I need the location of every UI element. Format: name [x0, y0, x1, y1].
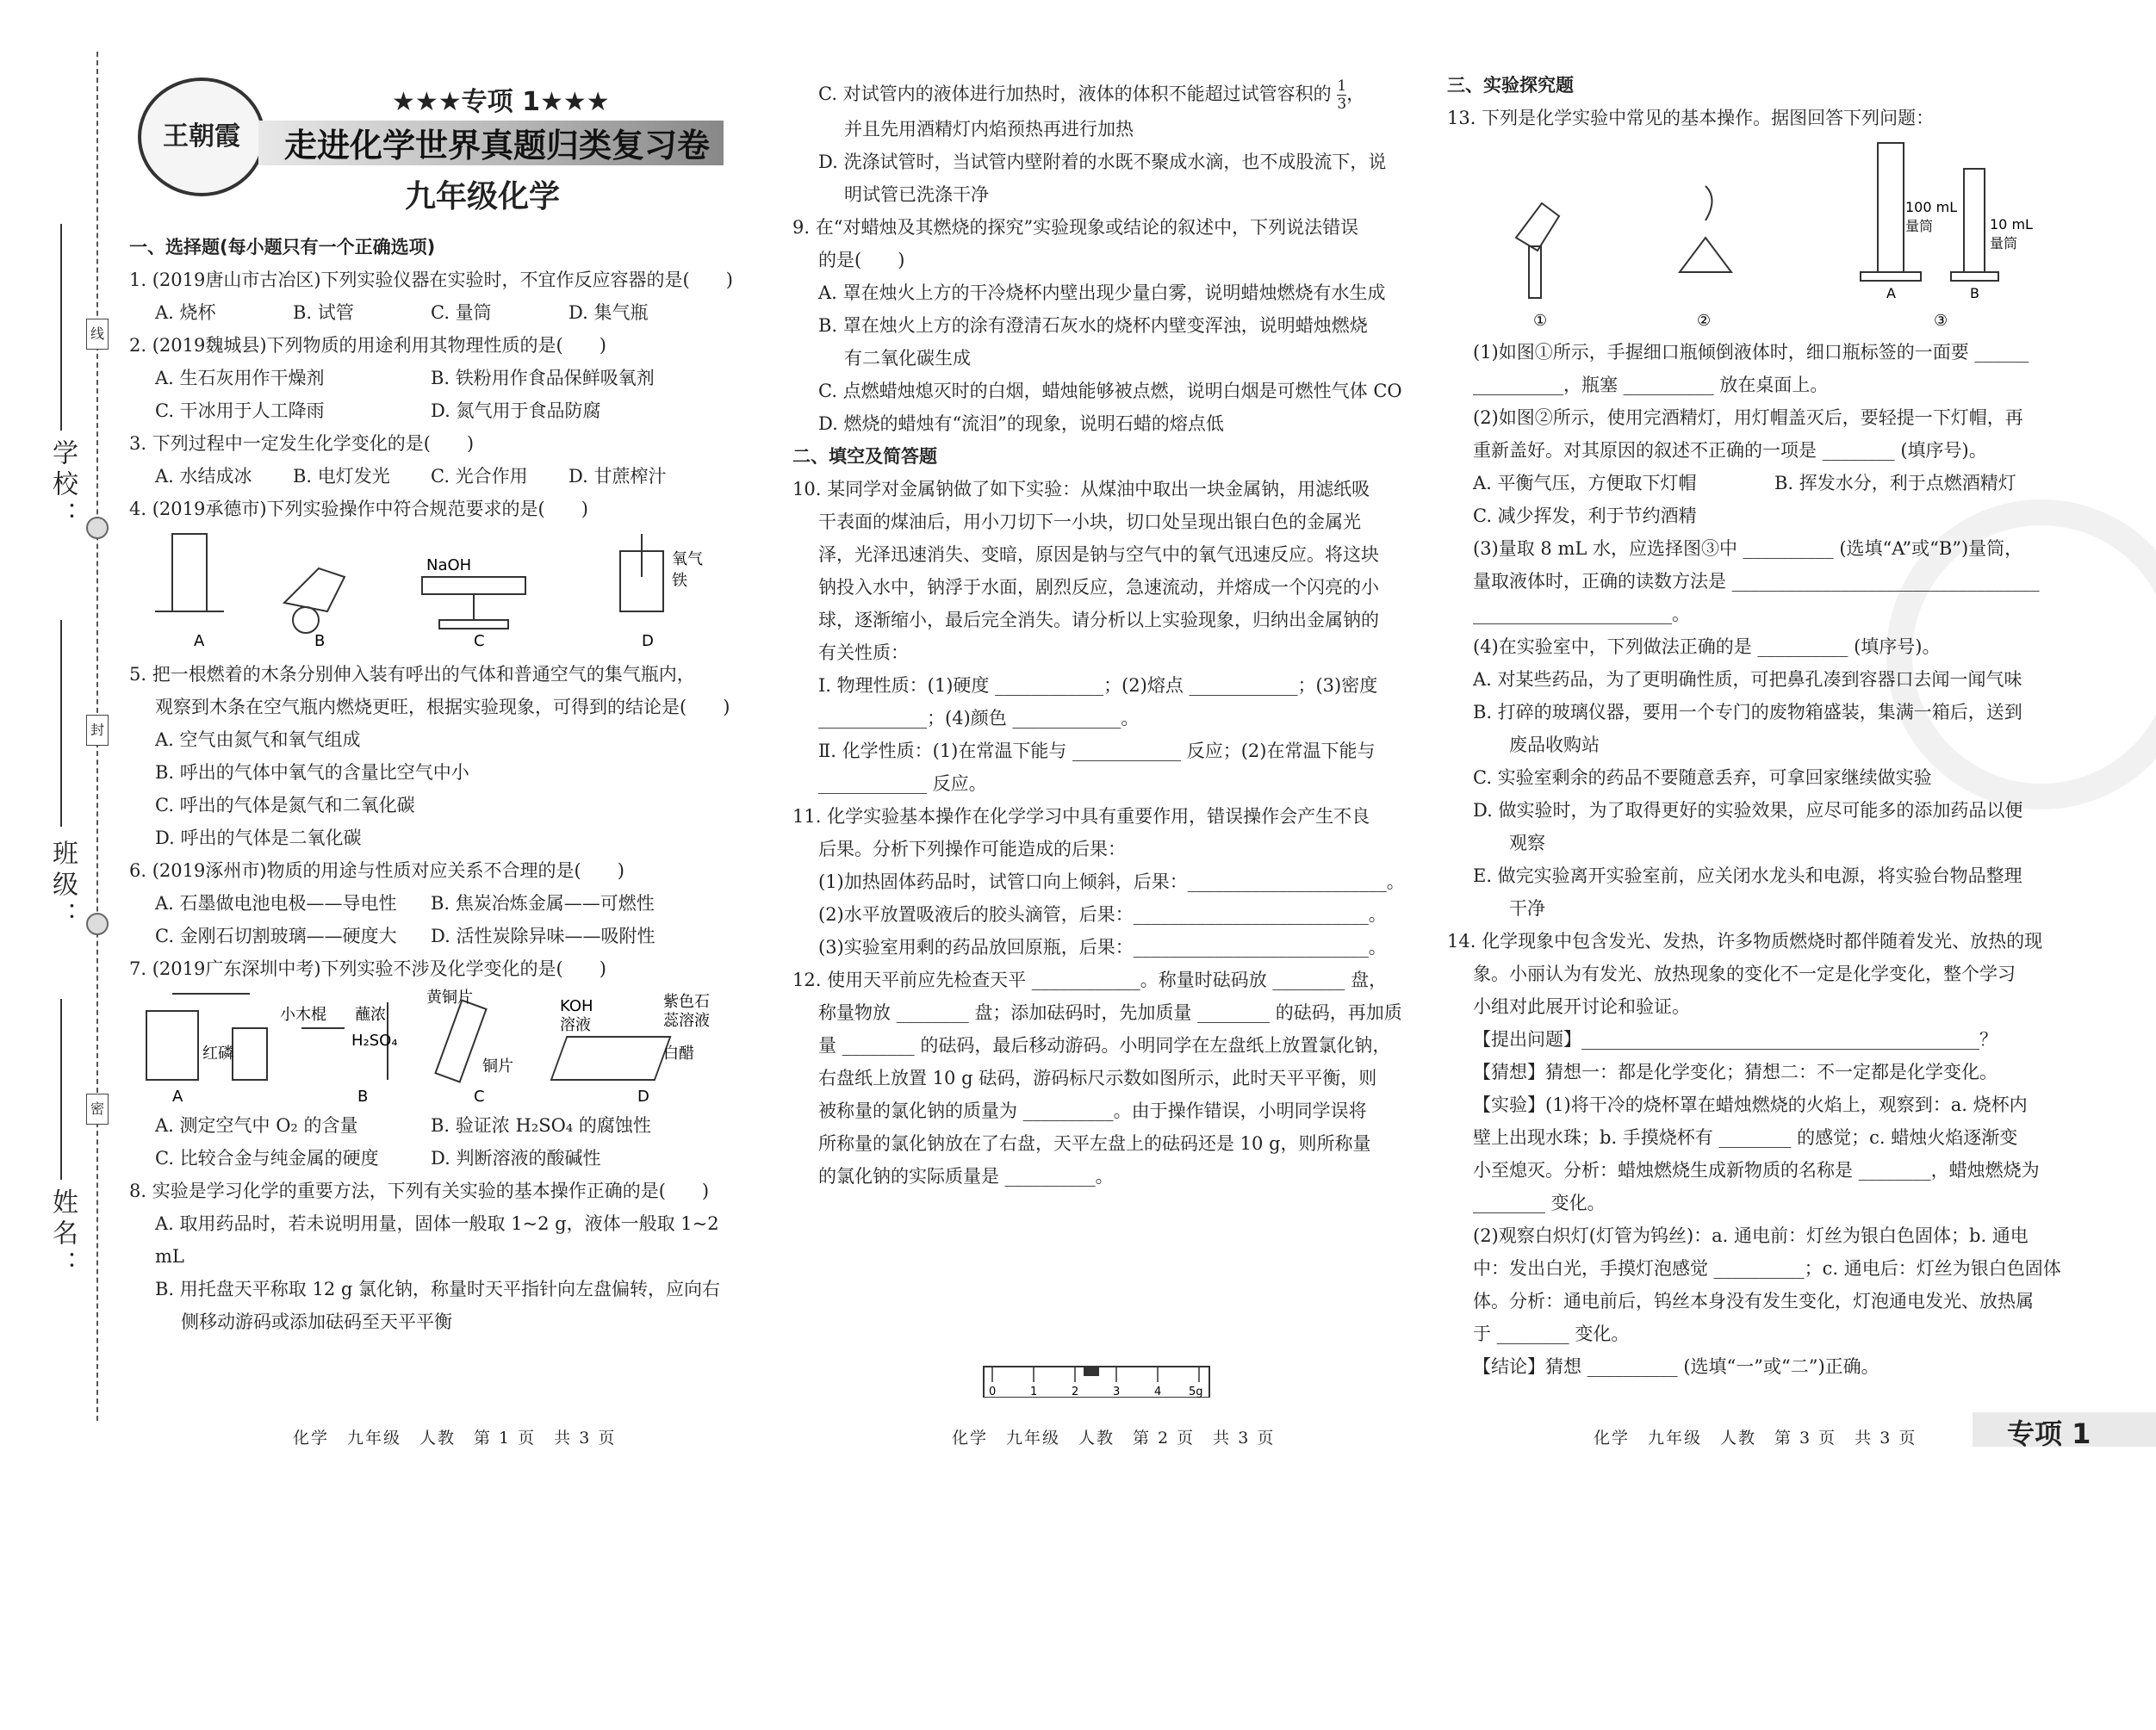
question-7-figure [129, 985, 732, 1106]
fig-label: C [474, 1088, 485, 1106]
binding-mark: 封 [86, 715, 109, 746]
school-label: 学校： [47, 439, 78, 532]
question-12-line[interactable]: 量 ________ 的砝码，最后移动游码。小明同学在左盘纸上放置氯化钠， [818, 1035, 1391, 1056]
fig-label: B [314, 632, 326, 650]
fig-text: B [1970, 285, 1979, 301]
question-4-figure [129, 525, 732, 654]
binding-mark: 密 [86, 1094, 109, 1125]
question-8: 8. 实验是学习化学的重要方法，下列有关实验的基本操作正确的是( ) [129, 1181, 710, 1201]
fig-text: 铜片 [482, 1057, 513, 1076]
answer-blank-line[interactable]: (3)实验室用剩的药品放回原瓶，后果：__________________________。 [818, 937, 1387, 958]
answer-blank-line[interactable]: 壁上出现水珠；b. 手摸烧杯有 ________ 的感觉；c. 蜡烛火焰逐渐变 [1473, 1127, 2018, 1148]
question-7: 7. (2019广东深圳中考)下列实验不涉及化学变化的是( ) [129, 958, 606, 979]
option-cont: 有二氧化碳生成 [844, 348, 971, 369]
name-field[interactable] [60, 999, 62, 1180]
question-3: 3. 下列过程中一定发生化学变化的是( ) [129, 433, 475, 454]
option[interactable]: A. 对某些药品，为了更明确性质，可把鼻孔凑到容器口去闻一闻气味 [1473, 669, 2022, 690]
question-14-line: 象。小丽认为有发光、放热现象的变化不一定是化学变化，整个学习 [1473, 964, 2016, 984]
option[interactable]: B. 罩在烛火上方的涂有澄清石灰水的烧杯内壁变浑浊，说明蜡烛燃烧 [818, 315, 1368, 336]
fig-text: KOH [560, 997, 593, 1015]
fig-text: 100 mL [1905, 199, 1958, 215]
question-13: 13. 下列是化学实验中常见的基本操作。据图回答下列问题： [1447, 108, 1935, 128]
fig-text: 量筒 [1990, 235, 2018, 251]
name-label: 姓名： [47, 1188, 78, 1281]
question-10-line: 干表面的煤油后，用小刀切下一小块，切口处呈现出银白色的金属光 [818, 512, 1361, 532]
fig-label: ③ [1934, 312, 1948, 330]
page-footer: 化学 九年级 人教 第 1 页 共 3 页 [293, 1429, 617, 1448]
answer-blank-line[interactable]: ______________________。 [1473, 604, 1690, 624]
special-label: ★★★专项 1★★★ [392, 87, 610, 117]
question-12-line[interactable]: 的氯化钠的实际质量是 __________。 [818, 1166, 1114, 1187]
option[interactable]: B. 呼出的气体中氧气的含量比空气中小 [155, 762, 469, 783]
question-5-cont: 观察到木条在空气瓶内燃烧更旺，根据实验现象，可得到的结论是( ) [155, 697, 730, 717]
question-14-line: (2)观察白炽灯(灯管为钨丝)：a. 通电前：灯丝为银白色固体；b. 通电 [1473, 1225, 2029, 1246]
option[interactable]: C. 金刚石切割玻璃——硬度大 [155, 926, 397, 946]
option[interactable]: B. 验证浓 H₂SO₄ 的腐蚀性 [431, 1115, 651, 1136]
option[interactable]: E. 做完实验离开实验室前，应关闭水龙头和电源，将实验台物品整理 [1473, 865, 2022, 886]
page-footer: 化学 九年级 人教 第 2 页 共 3 页 [952, 1429, 1276, 1448]
answer-blank-line[interactable]: 小至熄灭。分析：蜡烛燃烧生成新物质的名称是 ________，蜡烛燃烧为 [1473, 1160, 2040, 1181]
page-title: 走进化学世界真题归类复习卷 [284, 127, 711, 164]
option[interactable]: A. 生石灰用作干燥剂 [155, 368, 325, 388]
binding-hole [86, 517, 109, 539]
option-cont: 侧移动游码或添加砝码至天平平衡 [181, 1311, 452, 1332]
question-3-options [129, 460, 749, 493]
option-cont: 并且先用酒精灯内焰预热再进行加热 [844, 119, 1134, 140]
option[interactable]: D. 氮气用于食品防腐 [431, 400, 601, 421]
section-heading: 三、实验探究题 [1447, 75, 1574, 96]
question-6: 6. (2019涿州市)物质的用途与性质对应关系不合理的是( ) [129, 860, 624, 881]
section-heading: 二、填空及简答题 [792, 446, 937, 467]
fig-text: 蘸浓 [355, 1006, 386, 1024]
question-2-options-row2 [129, 394, 749, 427]
fig-text: 小木棍 [280, 1006, 326, 1024]
fig-text: 白醋 [663, 1045, 694, 1063]
answer-blank-line[interactable]: 于 ________ 变化。 [1473, 1324, 1630, 1344]
fig-text: 氧气 [672, 550, 703, 568]
page-subtitle: 九年级化学 [405, 179, 561, 214]
fig-label: D [637, 1088, 649, 1106]
answer-blank-line[interactable]: ____________ 反应。 [818, 773, 987, 794]
option[interactable]: C. 减少挥发，利于节约酒精 [1473, 505, 1697, 526]
answer-blank-line[interactable]: (4)在实验室中，下列做法正确的是 __________ (填序号)。 [1473, 636, 1941, 657]
answer-blank-line[interactable]: 重新盖好。对其原因的叙述不正确的一项是 ________ (填序号)。 [1473, 440, 1987, 461]
question-7-options-row2 [129, 1142, 749, 1175]
option[interactable]: B. 试管 [293, 302, 354, 323]
option[interactable]: D. 燃烧的蜡烛有“流泪”的现象，说明石蜡的熔点低 [818, 413, 1224, 434]
option[interactable]: D. 做实验时，为了取得更好的实验效果，应尽可能多的添加药品以便 [1473, 800, 2023, 821]
fig-text: 红磷 [202, 1045, 233, 1063]
option[interactable]: A. 烧杯 [155, 302, 216, 323]
question-9: 9. 在“对蜡烛及其燃烧的探究”实验现象或结论的叙述中，下列说法错误 [792, 217, 1359, 238]
answer-blank-line[interactable]: Ⅱ. 化学性质：(1)在常温下能与 ____________ 反应；(2)在常温下能与 [818, 741, 1376, 761]
option[interactable]: D. 活性炭除异味——吸附性 [431, 926, 655, 946]
answer-blank-line[interactable]: (1)如图①所示，手握细口瓶倾倒液体时，细口瓶标签的一面要 ______ [1473, 342, 2029, 363]
question-5: 5. 把一根燃着的木条分别伸入装有呼出的气体和普通空气的集气瓶内， [129, 664, 695, 685]
scale-label: 3 [1113, 1386, 1121, 1398]
fig-text: NaOH [426, 556, 472, 574]
question-9-cont: 的是( ) [818, 250, 905, 270]
class-label: 班级： [47, 840, 78, 933]
question-14-line: 【实验】(1)将干冷的烧杯罩在蜡烛燃烧的火焰上，观察到：a. 烧杯内 [1473, 1094, 2028, 1115]
option[interactable]: B. 用托盘天平称取 12 g 氯化钠，称量时天平指针向左盘偏转，应向右 [155, 1279, 720, 1299]
binding-margin [0, 0, 116, 1499]
question-11-line: 11. 化学实验基本操作在化学学习中具有重要作用，错误操作会产生不良 [792, 806, 1370, 827]
answer-blank-line[interactable]: 中：发出白光，手摸灯泡感觉 __________；c. 通电后：灯丝为银白色固体 [1473, 1258, 2061, 1279]
option[interactable]: C. 点燃蜡烛熄灭时的白烟，蜡烛能够被点燃，说明白烟是可燃性气体 CO [818, 381, 1402, 401]
question-14-line: 体。分析：通电前后，钨丝本身没有发生变化，灯泡通电发光、放热属 [1473, 1291, 2034, 1311]
fig-label: ② [1697, 312, 1712, 330]
option[interactable]: C. 呼出的气体是氮气和二氧化碳 [155, 795, 415, 815]
option[interactable]: A. 水结成冰 [155, 466, 252, 487]
question-14-line: 小组对此展开讨论和验证。 [1473, 996, 1690, 1017]
question-13-figure [1447, 134, 2067, 332]
binding-mark: 线 [86, 319, 109, 350]
option[interactable]: D. 呼出的气体是二氧化碳 [155, 828, 362, 848]
option[interactable]: A. 空气由氮气和氧气组成 [155, 729, 361, 750]
corner-tag: 专项 1 [1973, 1412, 2156, 1447]
option[interactable]: A. 平衡气压，方便取下灯帽 [1473, 473, 1697, 493]
answer-blank-line[interactable]: (2)水平放置吸液后的胶头滴管，后果：__________________________。 [818, 904, 1387, 925]
question-13-line: (2)如图②所示，使用完酒精灯，用灯帽盖灭后，要轻提一下灯帽，再 [1473, 407, 2023, 428]
question-12-line[interactable]: 12. 使用天平前应先检查天平 ____________。称量时砝码放 ________ 盘， [792, 970, 1388, 990]
answer-blank-line[interactable]: ________ 变化。 [1473, 1193, 1606, 1213]
fig-text: 溶液 [560, 1016, 591, 1034]
question-10-line: 有关性质： [818, 642, 909, 663]
publisher-logo: 王朝霞 [138, 78, 265, 196]
fig-text: 10 mL [1990, 216, 2033, 233]
option[interactable]: C. 干冰用于人工降雨 [155, 400, 325, 421]
question-6-options-row2 [129, 920, 749, 952]
option[interactable]: C. 对试管内的液体进行加热时，液体的体积不能超过试管容积的 $\frac{1}{3}$ ， [818, 78, 1365, 113]
question-2-options-row1 [129, 362, 749, 394]
question-6-options-row1 [129, 887, 749, 920]
fig-label: ① [1533, 312, 1548, 330]
question-10-line: 球，逐渐缩小，最后完全消失。请分析以上实验现象，归纳出金属钠的 [818, 610, 1379, 630]
fig-text: 蕊溶液 [663, 1012, 710, 1030]
question-14-line: 14. 化学现象中包含发光、发热，许多物质燃烧时都伴随着发光、放热的现 [1447, 931, 2043, 952]
question-10-line: 钠投入水中，钠浮于水面，剧烈反应，急速流动，并熔成一个闪亮的小 [818, 577, 1379, 598]
fig-label: C [474, 632, 485, 650]
fig-label: A [194, 632, 205, 650]
question-11-line: 后果。分析下列操作可能造成的后果： [818, 839, 1126, 859]
option-cont: 明试管已洗涤干净 [844, 184, 989, 205]
option-cont: 废品收购站 [1473, 735, 1600, 755]
option[interactable]: B. 挥发水分，利于点燃酒精灯 [1774, 473, 2016, 493]
section-heading: 一、选择题(每小题只有一个正确选项) [129, 237, 436, 257]
option[interactable]: A. 罩在烛火上方的干冷烧杯内壁出现少量白雾，说明蜡烛燃烧有水生成 [818, 282, 1386, 303]
option[interactable]: A. 取用药品时，若未说明用量，固体一般取 1~2 g，液体一般取 1~2 mL [155, 1213, 719, 1267]
class-field[interactable] [60, 620, 62, 827]
option[interactable]: C. 量筒 [431, 302, 492, 323]
column-3 [1447, 69, 2067, 1568]
answer-blank-line[interactable]: __________，瓶塞 __________ 放在桌面上。 [1473, 375, 1829, 395]
scale-label: 2 [1072, 1386, 1079, 1398]
scale-label: 4 [1154, 1386, 1162, 1398]
fig-text: 紫色石 [663, 993, 710, 1011]
option[interactable]: C. 比较合金与纯金属的硬度 [155, 1148, 379, 1169]
fig-label: B [357, 1088, 369, 1106]
option[interactable]: C. 实验室剩余的药品不要随意丢弃，可拿回家继续做实验 [1473, 767, 1932, 788]
scale-label: 5g [1189, 1386, 1203, 1398]
option[interactable]: D. 集气瓶 [569, 302, 649, 323]
question-10-line: 泽，光泽迅速消失、变暗，原因是钠与空气中的氧气迅速反应。将这块 [818, 544, 1379, 565]
option[interactable]: B. 铁粉用作食品保鲜吸氧剂 [431, 368, 655, 388]
option-cont: 干净 [1473, 898, 1545, 919]
question-12-line: 所称量的氯化钠放在了右盘，天平左盘上的砝码还是 10 g，则所称量 [818, 1133, 1371, 1154]
question-1-options [129, 296, 749, 329]
option[interactable]: B. 打碎的玻璃仪器，要用一个专门的废物箱盛装，集满一箱后，送到 [1473, 702, 2022, 722]
column-2 [792, 78, 1413, 1577]
option[interactable]: B. 电灯发光 [293, 466, 390, 487]
question-12-line: 右盘纸上放置 10 g 砝码，游码标尺示数如图所示，此时天平平衡，则 [818, 1068, 1377, 1088]
question-14-line: 【猜想】猜想一：都是化学变化；猜想二：不一定都是化学变化。 [1473, 1062, 1998, 1082]
question-1: 1. (2019唐山市古冶区)下列实验仪器在实验时，不宜作反应容器的是( ) [129, 270, 733, 290]
fig-text: A [1886, 285, 1896, 301]
scale-label: 1 [1030, 1386, 1038, 1398]
option[interactable]: B. 焦炭冶炼金属——可燃性 [431, 893, 655, 914]
question-2: 2. (2019魏城县)下列物质的用途利用其物理性质的是( ) [129, 335, 606, 356]
rider-scale-figure [982, 1365, 1210, 1398]
option[interactable]: C. 光合作用 [431, 466, 528, 487]
question-10-line: 10. 某同学对金属钠做了如下实验：从煤油中取出一块金属钠，用滤纸吸 [792, 479, 1370, 499]
rider-marker [1084, 1367, 1099, 1376]
question-7-options-row1 [129, 1109, 749, 1142]
fig-label: D [642, 632, 654, 650]
answer-blank-line[interactable]: 【结论】猜想 __________ (选填“一”或“二”)正确。 [1473, 1356, 1880, 1377]
binding-hole [86, 913, 109, 935]
option[interactable]: D. 判断溶液的酸碱性 [431, 1148, 601, 1169]
option[interactable]: D. 甘蔗榨汁 [569, 466, 667, 487]
answer-blank-line[interactable]: 【提出问题】____________________________________________？ [1473, 1029, 1998, 1050]
answer-blank-line[interactable]: (1)加热固体药品时，试管口向上倾斜，后果：______________________。 [818, 871, 1405, 892]
option-cont: 观察 [1473, 833, 1545, 853]
option[interactable]: A. 测定空气中 O₂ 的含量 [155, 1115, 358, 1136]
page-footer: 化学 九年级 人教 第 3 页 共 3 页 [1594, 1429, 1917, 1448]
question-4: 4. (2019承德市)下列实验操作中符合规范要求的是( ) [129, 499, 588, 519]
question-12-line[interactable]: 称量物放 ________ 盘；添加砝码时，先加质量 ________ 的砝码，再加质 [818, 1002, 1402, 1023]
option[interactable]: A. 石墨做电池电极——导电性 [155, 893, 397, 914]
answer-blank-line[interactable]: Ⅰ. 物理性质：(1)硬度 ____________；(2)熔点 ____________；(3)密度 [818, 675, 1378, 696]
scale-label: 0 [989, 1386, 997, 1398]
column-1 [129, 231, 749, 1730]
question-13-options-row [1447, 467, 2067, 499]
option[interactable]: D. 洗涤试管时，当试管内壁附着的水既不聚成水滴，也不成股流下，说 [818, 152, 1387, 172]
answer-blank-line[interactable]: 量取液体时，正确的读数方法是 __________________________________ [1473, 571, 2040, 592]
fig-text: 铁 [672, 572, 687, 590]
answer-blank-line[interactable]: ____________；(4)颜色 ____________。 [818, 708, 1140, 729]
fig-text: 量筒 [1905, 218, 1934, 234]
fig-text: H₂SO₄ [351, 1032, 398, 1050]
question-12-line[interactable]: 被称量的氯化钠的质量为 __________。由于操作错误，小明同学误将 [818, 1101, 1367, 1121]
fig-label: A [172, 1088, 183, 1106]
school-field[interactable] [60, 224, 62, 431]
fig-text: 黄铜片 [426, 989, 473, 1007]
answer-blank-line[interactable]: (3)量取 8 mL 水，应选择图③中 __________ (选填“A”或“B”)量筒， [1473, 538, 2023, 559]
